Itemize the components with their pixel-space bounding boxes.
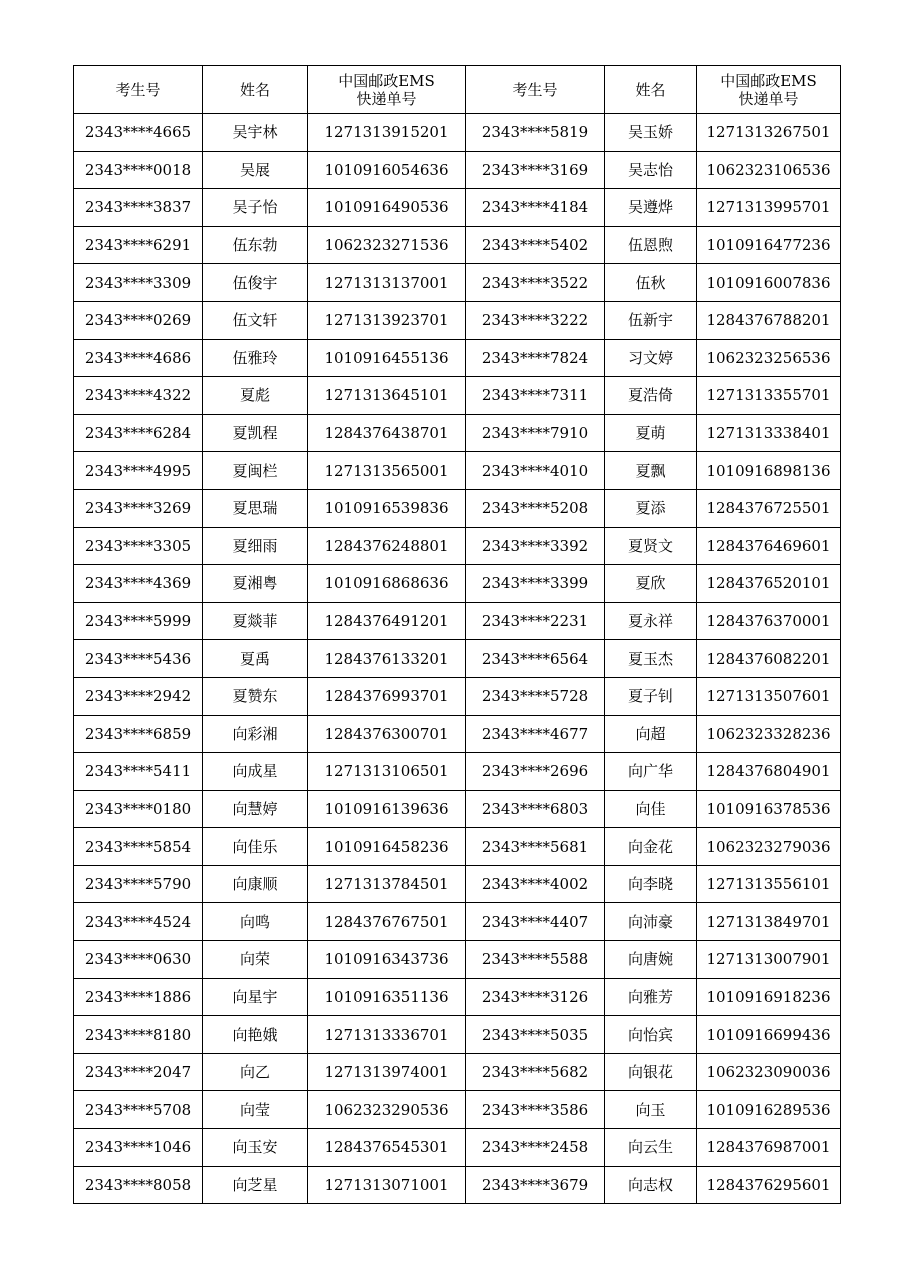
header-ems-line1: 中国邮政EMS (338, 71, 435, 90)
ems-cell-right: 1062323256536 (697, 339, 841, 377)
table-row (74, 602, 841, 640)
header-ems-right (697, 66, 841, 114)
name-cell-right: 吴志怡 (605, 151, 697, 189)
exam-no-cell: 2343****5999 (74, 602, 203, 640)
exam-no-cell-right: 2343****2231 (466, 602, 605, 640)
header-ems-right-line2: 快递单号 (738, 89, 799, 108)
exam-no-cell: 2343****6291 (74, 226, 203, 264)
name-cell-right: 吴遵烨 (605, 189, 697, 227)
header-exam-no-right: 考生号 (466, 66, 605, 114)
exam-no-cell: 2343****1886 (74, 978, 203, 1016)
name-cell-right: 向佳 (605, 790, 697, 828)
ems-cell-right: 1271313995701 (697, 189, 841, 227)
exam-no-cell: 2343****2047 (74, 1053, 203, 1091)
name-cell: 向玉安 (203, 1129, 308, 1167)
name-cell: 伍文轩 (203, 301, 308, 339)
exam-no-cell-right: 2343****3399 (466, 565, 605, 603)
ems-cell-right: 1271313849701 (697, 903, 841, 941)
table-body (74, 114, 841, 1204)
name-cell-right: 夏永祥 (605, 602, 697, 640)
name-cell-right: 向超 (605, 715, 697, 753)
table-row (74, 414, 841, 452)
table-row (74, 527, 841, 565)
ems-cell: 1271313974001 (308, 1053, 466, 1091)
exam-no-cell-right: 2343****6803 (466, 790, 605, 828)
name-cell-right: 伍恩煦 (605, 226, 697, 264)
exam-no-cell-right: 2343****4184 (466, 189, 605, 227)
exam-no-cell-right: 2343****5035 (466, 1016, 605, 1054)
table-row (74, 489, 841, 527)
ems-cell: 1271313071001 (308, 1166, 466, 1204)
exam-no-cell: 2343****4665 (74, 114, 203, 152)
name-cell-right: 夏欣 (605, 565, 697, 603)
name-cell: 夏燚菲 (203, 602, 308, 640)
name-cell-right: 伍新宇 (605, 301, 697, 339)
ems-cell-right: 1010916699436 (697, 1016, 841, 1054)
exam-no-cell: 2343****6284 (74, 414, 203, 452)
ems-cell: 1010916539836 (308, 489, 466, 527)
exam-no-cell-right: 2343****3392 (466, 527, 605, 565)
exam-no-cell: 2343****5854 (74, 828, 203, 866)
ems-cell: 1010916458236 (308, 828, 466, 866)
ems-cell-right: 1010916289536 (697, 1091, 841, 1129)
ems-cell: 1010916343736 (308, 941, 466, 979)
name-cell: 向慧婷 (203, 790, 308, 828)
name-cell: 夏细雨 (203, 527, 308, 565)
exam-no-cell-right: 2343****5728 (466, 677, 605, 715)
ems-cell-right: 1284376987001 (697, 1129, 841, 1167)
exam-no-cell: 2343****0018 (74, 151, 203, 189)
table-row (74, 301, 841, 339)
table-row (74, 790, 841, 828)
exam-no-cell: 2343****8180 (74, 1016, 203, 1054)
ems-cell: 1271313923701 (308, 301, 466, 339)
ems-cell: 1271313915201 (308, 114, 466, 152)
name-cell: 伍俊宇 (203, 264, 308, 302)
header-exam-no: 考生号 (74, 66, 203, 114)
name-cell: 向乙 (203, 1053, 308, 1091)
ems-cell-right: 1284376788201 (697, 301, 841, 339)
exam-no-cell-right: 2343****2458 (466, 1129, 605, 1167)
name-cell-right: 向李晓 (605, 865, 697, 903)
ems-cell-right: 1010916378536 (697, 790, 841, 828)
exam-no-cell-right: 2343****3586 (466, 1091, 605, 1129)
name-cell-right: 习文婷 (605, 339, 697, 377)
name-cell: 向彩湘 (203, 715, 308, 753)
ems-cell-right: 1271313338401 (697, 414, 841, 452)
name-cell: 吴子怡 (203, 189, 308, 227)
table-row (74, 941, 841, 979)
table-header (74, 66, 841, 114)
ems-cell: 1284376767501 (308, 903, 466, 941)
ems-cell: 1271313565001 (308, 452, 466, 490)
name-cell-right: 向志权 (605, 1166, 697, 1204)
exam-no-cell-right: 2343****3169 (466, 151, 605, 189)
name-cell: 夏湘粤 (203, 565, 308, 603)
exam-no-cell-right: 2343****4010 (466, 452, 605, 490)
table-row (74, 753, 841, 791)
ems-cell-right: 1062323328236 (697, 715, 841, 753)
ems-cell: 1062323271536 (308, 226, 466, 264)
ems-cell: 1062323290536 (308, 1091, 466, 1129)
exam-no-cell: 2343****5708 (74, 1091, 203, 1129)
ems-cell: 1284376300701 (308, 715, 466, 753)
table-row (74, 1129, 841, 1167)
ems-cell: 1284376545301 (308, 1129, 466, 1167)
name-cell-right: 向广华 (605, 753, 697, 791)
ems-cell: 1010916455136 (308, 339, 466, 377)
exam-no-cell: 2343****3269 (74, 489, 203, 527)
exam-no-cell: 2343****4322 (74, 377, 203, 415)
name-cell-right: 向沛豪 (605, 903, 697, 941)
name-cell: 夏闽栏 (203, 452, 308, 490)
table-row (74, 828, 841, 866)
name-cell: 夏彪 (203, 377, 308, 415)
table-row (74, 264, 841, 302)
table-row (74, 903, 841, 941)
ems-cell: 1010916351136 (308, 978, 466, 1016)
ems-cell: 1010916054636 (308, 151, 466, 189)
table-row (74, 377, 841, 415)
exam-no-cell-right: 2343****2696 (466, 753, 605, 791)
name-cell: 向莹 (203, 1091, 308, 1129)
exam-no-cell: 2343****8058 (74, 1166, 203, 1204)
ems-cell: 1010916490536 (308, 189, 466, 227)
exam-no-cell-right: 2343****7824 (466, 339, 605, 377)
name-cell-right: 夏飘 (605, 452, 697, 490)
name-cell-right: 夏萌 (605, 414, 697, 452)
name-cell-right: 向唐婉 (605, 941, 697, 979)
name-cell-right: 向云生 (605, 1129, 697, 1167)
exam-no-cell: 2343****4369 (74, 565, 203, 603)
name-cell-right: 向雅芳 (605, 978, 697, 1016)
exam-no-cell-right: 2343****5819 (466, 114, 605, 152)
exam-no-cell: 2343****1046 (74, 1129, 203, 1167)
table-row (74, 114, 841, 152)
name-cell-right: 夏浩倚 (605, 377, 697, 415)
ems-cell: 1271313106501 (308, 753, 466, 791)
exam-no-cell-right: 2343****5588 (466, 941, 605, 979)
name-cell: 向成星 (203, 753, 308, 791)
table-row (74, 151, 841, 189)
exam-no-cell: 2343****4524 (74, 903, 203, 941)
name-cell: 吴展 (203, 151, 308, 189)
ems-cell: 1010916139636 (308, 790, 466, 828)
exam-no-cell: 2343****5436 (74, 640, 203, 678)
ems-cell-right: 1284376469601 (697, 527, 841, 565)
exam-no-cell-right: 2343****3679 (466, 1166, 605, 1204)
ems-cell: 1271313645101 (308, 377, 466, 415)
table-row (74, 189, 841, 227)
header-name-right: 姓名 (605, 66, 697, 114)
name-cell-right: 夏子钊 (605, 677, 697, 715)
name-cell: 夏凯程 (203, 414, 308, 452)
exam-no-cell: 2343****5411 (74, 753, 203, 791)
exam-no-cell-right: 2343****5682 (466, 1053, 605, 1091)
name-cell: 夏禹 (203, 640, 308, 678)
table-row (74, 640, 841, 678)
exam-no-cell: 2343****3309 (74, 264, 203, 302)
ems-cell: 1284376993701 (308, 677, 466, 715)
name-cell: 向鸣 (203, 903, 308, 941)
name-cell-right: 夏贤文 (605, 527, 697, 565)
ems-roster-table (73, 65, 841, 1204)
name-cell-right: 夏添 (605, 489, 697, 527)
ems-cell-right: 1010916477236 (697, 226, 841, 264)
ems-cell-right: 1010916007836 (697, 264, 841, 302)
exam-no-cell: 2343****5790 (74, 865, 203, 903)
name-cell: 伍东勃 (203, 226, 308, 264)
ems-cell-right: 1271313556101 (697, 865, 841, 903)
table-row (74, 1091, 841, 1129)
ems-cell: 1284376133201 (308, 640, 466, 678)
ems-cell-right: 1062323106536 (697, 151, 841, 189)
header-name: 姓名 (203, 66, 308, 114)
ems-cell-right: 1284376520101 (697, 565, 841, 603)
table-row (74, 865, 841, 903)
name-cell: 向佳乐 (203, 828, 308, 866)
name-cell: 向星宇 (203, 978, 308, 1016)
ems-cell-right: 1010916898136 (697, 452, 841, 490)
ems-cell-right: 1010916918236 (697, 978, 841, 1016)
table-row (74, 452, 841, 490)
ems-cell-right: 1284376725501 (697, 489, 841, 527)
ems-cell-right: 1284376082201 (697, 640, 841, 678)
name-cell: 向艳娥 (203, 1016, 308, 1054)
name-cell: 夏赞东 (203, 677, 308, 715)
table-row (74, 339, 841, 377)
ems-cell-right: 1284376370001 (697, 602, 841, 640)
ems-cell-right: 1062323090036 (697, 1053, 841, 1091)
name-cell: 吴宇林 (203, 114, 308, 152)
name-cell: 伍雅玲 (203, 339, 308, 377)
exam-no-cell-right: 2343****4002 (466, 865, 605, 903)
exam-no-cell: 2343****4686 (74, 339, 203, 377)
exam-no-cell-right: 2343****5208 (466, 489, 605, 527)
exam-no-cell-right: 2343****3126 (466, 978, 605, 1016)
name-cell-right: 吴玉娇 (605, 114, 697, 152)
header-ems (308, 66, 466, 114)
table-row (74, 677, 841, 715)
table-row (74, 565, 841, 603)
exam-no-cell-right: 2343****7910 (466, 414, 605, 452)
name-cell: 向康顺 (203, 865, 308, 903)
ems-cell-right: 1271313267501 (697, 114, 841, 152)
ems-cell: 1284376248801 (308, 527, 466, 565)
ems-cell: 1284376438701 (308, 414, 466, 452)
ems-cell-right: 1284376804901 (697, 753, 841, 791)
ems-cell: 1284376491201 (308, 602, 466, 640)
name-cell: 向芝星 (203, 1166, 308, 1204)
name-cell-right: 向玉 (605, 1091, 697, 1129)
exam-no-cell: 2343****0269 (74, 301, 203, 339)
table-row (74, 978, 841, 1016)
ems-cell-right: 1284376295601 (697, 1166, 841, 1204)
exam-no-cell: 2343****2942 (74, 677, 203, 715)
ems-cell-right: 1271313507601 (697, 677, 841, 715)
name-cell: 向荣 (203, 941, 308, 979)
exam-no-cell-right: 2343****4407 (466, 903, 605, 941)
ems-cell: 1271313336701 (308, 1016, 466, 1054)
table-row (74, 226, 841, 264)
header-ems-right-line1: 中国邮政EMS (720, 71, 817, 90)
exam-no-cell: 2343****4995 (74, 452, 203, 490)
name-cell-right: 向怡宾 (605, 1016, 697, 1054)
table-row (74, 1053, 841, 1091)
exam-no-cell-right: 2343****5681 (466, 828, 605, 866)
exam-no-cell-right: 2343****3522 (466, 264, 605, 302)
exam-no-cell: 2343****0630 (74, 941, 203, 979)
table-row (74, 715, 841, 753)
ems-cell: 1010916868636 (308, 565, 466, 603)
table-row (74, 1166, 841, 1204)
ems-cell: 1271313137001 (308, 264, 466, 302)
name-cell-right: 向银花 (605, 1053, 697, 1091)
exam-no-cell-right: 2343****4677 (466, 715, 605, 753)
exam-no-cell-right: 2343****5402 (466, 226, 605, 264)
header-row (74, 66, 841, 114)
exam-no-cell: 2343****6859 (74, 715, 203, 753)
exam-no-cell: 2343****3837 (74, 189, 203, 227)
name-cell-right: 向金花 (605, 828, 697, 866)
name-cell-right: 夏玉杰 (605, 640, 697, 678)
exam-no-cell-right: 2343****6564 (466, 640, 605, 678)
exam-no-cell-right: 2343****3222 (466, 301, 605, 339)
name-cell-right: 伍秋 (605, 264, 697, 302)
ems-cell-right: 1271313355701 (697, 377, 841, 415)
header-ems-line2: 快递单号 (356, 89, 417, 108)
ems-cell: 1271313784501 (308, 865, 466, 903)
table-row (74, 1016, 841, 1054)
name-cell: 夏思瑞 (203, 489, 308, 527)
ems-cell-right: 1062323279036 (697, 828, 841, 866)
ems-cell-right: 1271313007901 (697, 941, 841, 979)
exam-no-cell-right: 2343****7311 (466, 377, 605, 415)
exam-no-cell: 2343****0180 (74, 790, 203, 828)
exam-no-cell: 2343****3305 (74, 527, 203, 565)
